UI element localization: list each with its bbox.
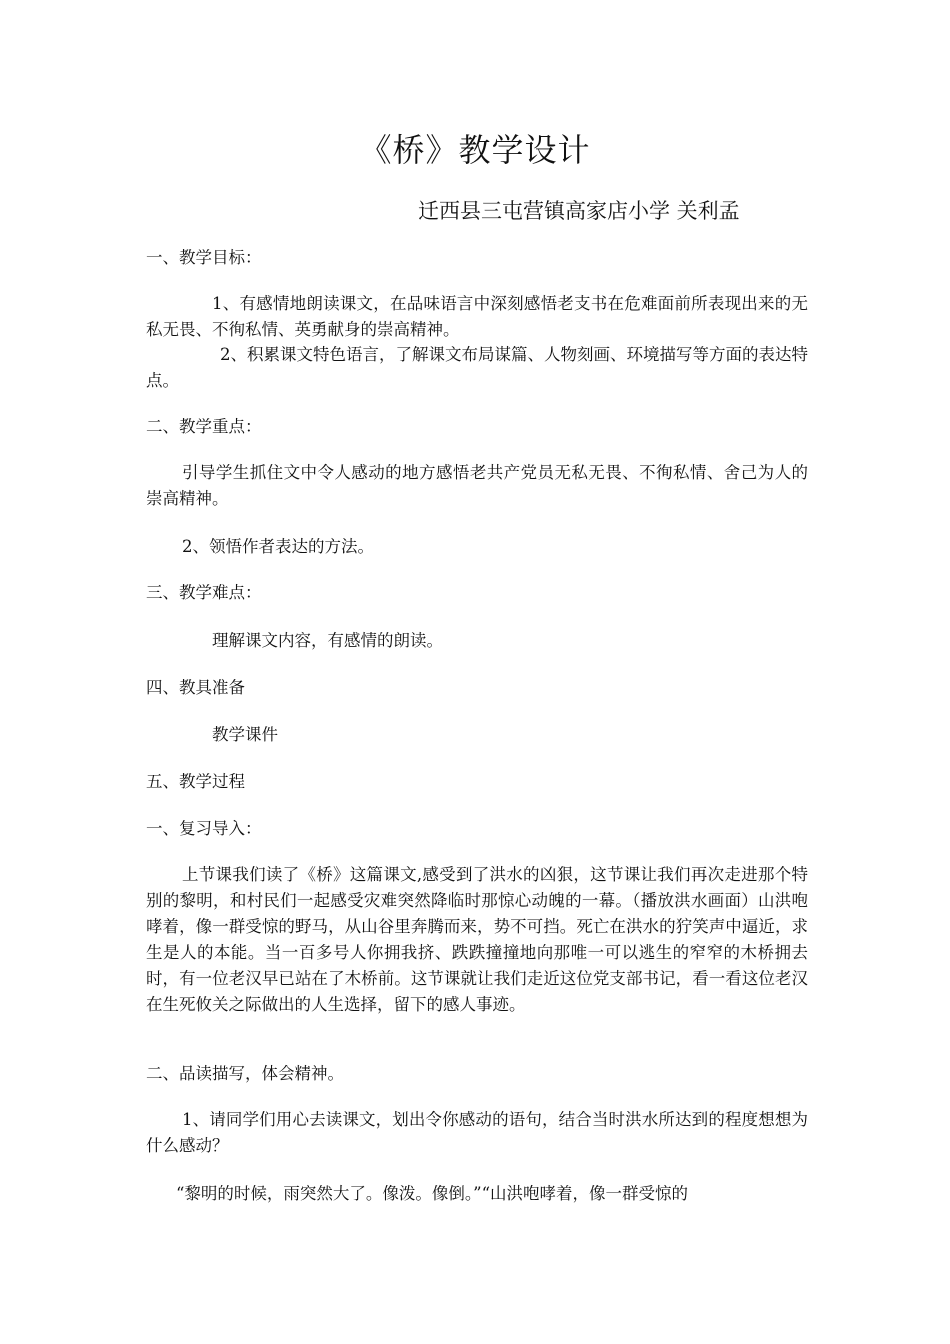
document-title: 《桥》教学设计 bbox=[359, 131, 591, 169]
difficulty-paragraph: 理解课文内容，有感情的朗读。 bbox=[212, 631, 443, 650]
section-heading-reading: 二、品读描写，体会精神。 bbox=[146, 1064, 344, 1083]
section-heading-materials: 四、教具准备 bbox=[146, 678, 245, 697]
goal-paragraph-1: 1、有感情地朗读课文，在品味语言中深刻感悟老支书在危难面前所表现出来的无私无畏、不徇私情、英勇献身的崇高精神。 bbox=[146, 294, 808, 339]
section-heading-difficulties: 三、教学难点： bbox=[146, 583, 262, 602]
key-point-paragraph-1: 引导学生抓住文中令人感动的地方感悟老共产党员无私无畏、不徇私情、舍己为人的崇高精神。 bbox=[146, 463, 808, 508]
materials-paragraph: 教学课件 bbox=[212, 725, 278, 744]
section-heading-review: 一、复习导入： bbox=[146, 819, 262, 838]
review-paragraph: 上节课我们读了《桥》这篇课文,感受到了洪水的凶狠，这节课让我们再次走进那个特别的黎明，和村民们一起感受灾难突然降临时那惊心动魄的一幕。（播放洪水画面）山洪咆哮着，像一群受惊的野马，从山谷里奔腾而来，势不可挡。死亡在洪水的狞笑声中逼近，求生是人的本能。当一百多号人你拥我挤、跌跌撞撞地向那唯一可以逃生的窄窄的木桥拥去时，有一位老汉早已站在了木桥前。这节课就让我们走近这位党支部书记，看一看这位老汉在生死攸关之际做出的人生选择，留下的感人事迹。 bbox=[146, 865, 808, 1014]
section-heading-process: 五、教学过程 bbox=[146, 772, 245, 791]
author-byline: 迁西县三屯营镇高家店小学 关利孟 bbox=[418, 199, 740, 223]
reading-paragraph-1: 1、请同学们用心去读课文，划出令你感动的语句，结合当时洪水所达到的程度想想为什么感动？ bbox=[146, 1110, 808, 1155]
section-heading-teaching-goals: 一、教学目标： bbox=[146, 248, 262, 267]
goal-paragraph-2: 2、积累课文特色语言，了解课文布局谋篇、人物刻画、环境描写等方面的表达特点。 bbox=[146, 345, 808, 390]
reading-paragraph-2: “黎明的时候，雨突然大了。像泼。像倒。”“山洪咆哮着，像一群受惊的 bbox=[176, 1184, 689, 1203]
key-point-paragraph-2: 2、领悟作者表达的方法。 bbox=[182, 537, 374, 556]
section-heading-key-points: 二、教学重点： bbox=[146, 417, 262, 436]
